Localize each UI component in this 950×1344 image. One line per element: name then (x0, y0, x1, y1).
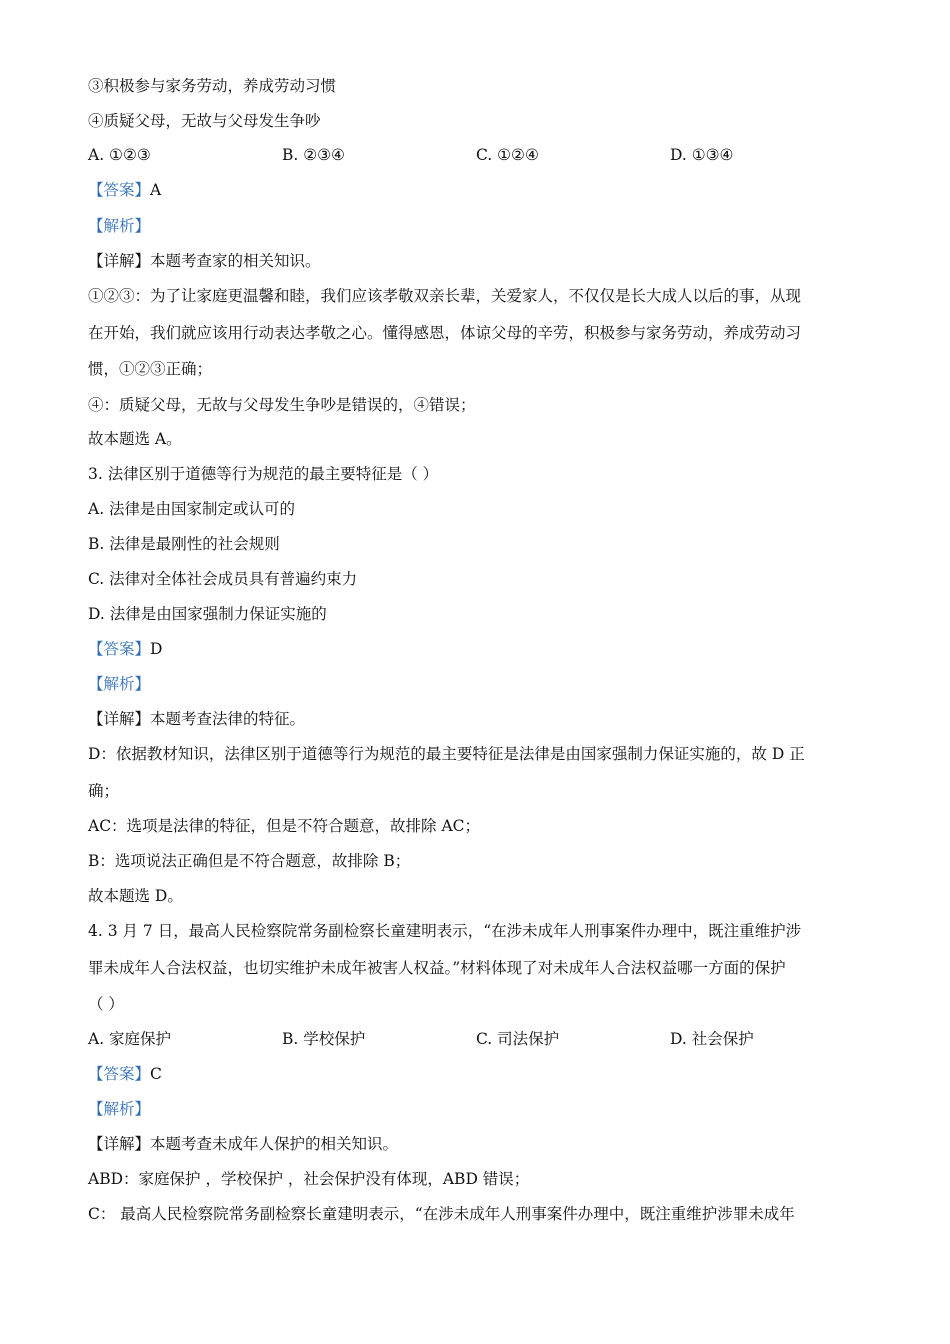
q3-answer-line (88, 638, 162, 660)
q2-explain-1: ①②③：为了让家庭更温馨和睦，我们应该孝敬双亲长辈，关爱家人，不仅仅是长大成人以后的事，从现 (88, 287, 802, 305)
q4-explain-2: C： 最高人民检察院常务副检察长童建明表示，“在涉未成年人刑事案件办理中，既注重维护涉罪未成年 (88, 1205, 795, 1223)
q2-choice-b: B. ②③④ (282, 146, 345, 164)
q4-analysis-tag: 【解析】 (88, 1100, 151, 1118)
q2-option-3: ③积极参与家务劳动，养成劳动习惯 (88, 77, 337, 95)
q4-choice-c: C. 司法保护 (476, 1030, 560, 1048)
q4-choice-a: A. 家庭保护 (88, 1030, 172, 1048)
q2-explain-4: ④：质疑父母，无故与父母发生争吵是错误的，④错误； (88, 396, 476, 414)
q2-analysis-tag: 【解析】 (88, 217, 151, 235)
q3-explain-1: D：依据教材知识，法律区别于道德等行为规范的最主要特征是法律是由国家强制力保证实施的，故 D 正 (88, 745, 805, 763)
q2-detail-line (88, 250, 321, 272)
answer-tag: 【答案】 (88, 640, 151, 658)
detail-intro: 本题考查法律的特征。 (150, 710, 306, 728)
q2-choice-c: C. ①②④ (476, 146, 539, 164)
q3-option-a: A. 法律是由国家制定或认可的 (88, 500, 296, 518)
q3-option-d: D. 法律是由国家强制力保证实施的 (88, 605, 327, 623)
q3-explain-4: B：选项说法正确但是不符合题意，故排除 B； (88, 852, 411, 870)
q4-stem-3: （ ） (88, 995, 124, 1013)
detail-tag: 【详解】 (88, 252, 151, 270)
detail-intro: 本题考查未成年人保护的相关知识。 (150, 1135, 399, 1153)
answer-value: A (150, 181, 162, 199)
q4-detail-line (88, 1133, 398, 1155)
answer-value: D (150, 640, 163, 658)
detail-tag: 【详解】 (88, 710, 151, 728)
answer-value: C (150, 1065, 162, 1083)
q3-analysis-tag: 【解析】 (88, 675, 151, 693)
q4-choice-d: D. 社会保护 (670, 1030, 754, 1048)
q4-stem-1: 4. 3 月 7 日，最高人民检察院常务副检察长童建明表示，“在涉未成年人刑事案件办理中，既注重维护涉 (88, 922, 802, 940)
q4-choice-b: B. 学校保护 (282, 1030, 366, 1048)
q4-explain-1: ABD：家庭保护 ，学校保护 ，社会保护没有体现，ABD 错误； (88, 1170, 530, 1188)
answer-tag: 【答案】 (88, 1065, 151, 1083)
detail-tag: 【详解】 (88, 1135, 151, 1153)
q3-option-c: C. 法律对全体社会成员具有普遍约束力 (88, 570, 358, 588)
q3-stem: 3. 法律区别于道德等行为规范的最主要特征是（ ） (88, 465, 439, 483)
q3-detail-line (88, 708, 305, 730)
q2-option-4: ④质疑父母，无故与父母发生争吵 (88, 112, 321, 130)
q2-answer-line (88, 179, 161, 201)
detail-intro: 本题考查家的相关知识。 (150, 252, 321, 270)
q3-explain-3: AC：选项是法律的特征，但是不符合题意，故排除 AC； (88, 817, 481, 835)
answer-tag: 【答案】 (88, 181, 151, 199)
q2-choice-a: A. ①②③ (88, 146, 151, 164)
q2-explain-3: 惯，①②③正确； (88, 360, 213, 378)
q4-stem-2: 罪未成年人合法权益，也切实维护未成年被害人权益。”材料体现了对未成年人合法权益哪一方面的保护 (88, 959, 786, 977)
q2-choice-d: D. ①③④ (670, 146, 734, 164)
q4-answer-line (88, 1063, 162, 1085)
q3-conclusion: 故本题选 D。 (88, 887, 183, 905)
q3-option-b: B. 法律是最刚性的社会规则 (88, 535, 280, 553)
q2-conclusion: 故本题选 A。 (88, 430, 182, 448)
q2-explain-2: 在开始，我们就应该用行动表达孝敬之心。懂得感恩，体谅父母的辛劳，积极参与家务劳动，养成劳动习 (88, 324, 802, 342)
q3-explain-2: 确； (88, 782, 120, 800)
